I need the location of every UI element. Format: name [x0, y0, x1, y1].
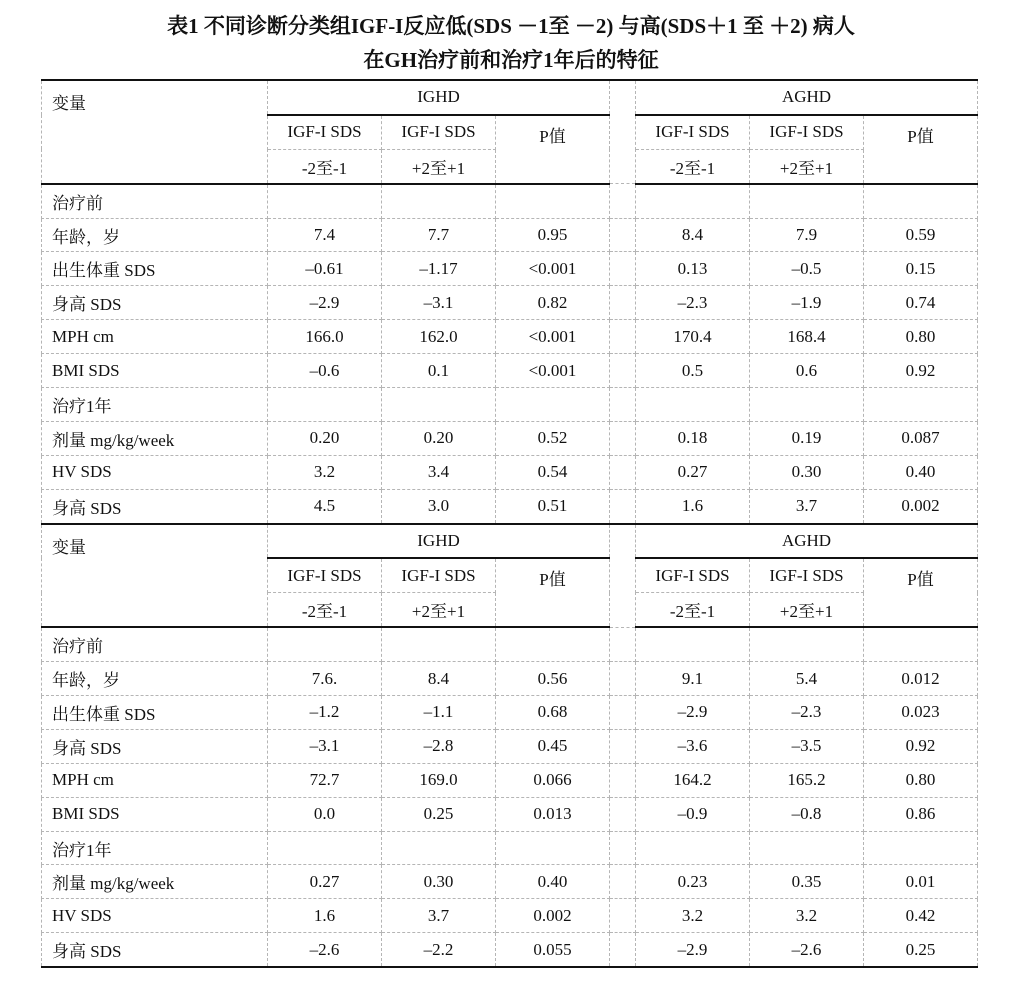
table-row	[42, 252, 978, 286]
table-cell	[382, 184, 496, 218]
group-spacer-cell	[610, 899, 636, 933]
table-cell: 0.20	[268, 421, 382, 455]
table-title-line-2: 在GH治疗前和治疗1年后的特征	[363, 48, 659, 72]
table-cell: –2.3	[636, 286, 750, 320]
table-row	[42, 899, 978, 933]
row-label: 剂量 mg/kg/week	[42, 421, 268, 455]
group-spacer-cell	[610, 627, 636, 661]
table-cell: 0.42	[864, 899, 978, 933]
table-cell: 0.023	[864, 696, 978, 730]
table-cell	[268, 184, 382, 218]
table-cell: 3.2	[268, 455, 382, 489]
table-row	[42, 662, 978, 696]
table-row	[42, 320, 978, 354]
table-cell: 0.15	[864, 252, 978, 286]
table-cell: 168.4	[750, 320, 864, 354]
table-cell: 1.6	[636, 489, 750, 523]
table-row	[42, 696, 978, 730]
group-spacer-cell	[610, 831, 636, 865]
table-cell: 0.68	[496, 696, 610, 730]
variable-header: 变量	[42, 524, 268, 628]
table-cell: 170.4	[636, 320, 750, 354]
group-spacer-cell	[610, 696, 636, 730]
table-cell: 0.86	[864, 797, 978, 831]
table-row	[42, 933, 978, 967]
row-label: HV SDS	[42, 899, 268, 933]
group-spacer-cell	[610, 388, 636, 422]
column-range-high: +2至+1	[750, 149, 864, 183]
table-row	[42, 218, 978, 252]
table-cell: 0.0	[268, 797, 382, 831]
table-cell: 0.002	[864, 489, 978, 523]
group-spacer-cell	[610, 797, 636, 831]
table-cell: –1.2	[268, 696, 382, 730]
table-cell	[268, 831, 382, 865]
table-cell: 3.2	[750, 899, 864, 933]
table-row	[42, 797, 978, 831]
table-row	[42, 489, 978, 523]
table-cell: 0.18	[636, 421, 750, 455]
table-cell	[750, 184, 864, 218]
table-cell	[382, 627, 496, 661]
variable-header: 变量	[42, 80, 268, 184]
table-cell: 4.5	[268, 489, 382, 523]
section-row	[42, 831, 978, 865]
table-cell: –3.6	[636, 729, 750, 763]
table-cell: –2.6	[750, 933, 864, 967]
row-label: 身高 SDS	[42, 286, 268, 320]
table-cell	[750, 627, 864, 661]
table-cell: 8.4	[636, 218, 750, 252]
column-range-low: -2至-1	[268, 593, 382, 627]
table-cell: 0.5	[636, 354, 750, 388]
column-header-high: IGF-I SDS	[382, 115, 496, 149]
column-header-p: P值	[864, 558, 978, 627]
table-cell: 0.27	[636, 455, 750, 489]
column-range-low: -2至-1	[268, 149, 382, 183]
table-cell	[496, 831, 610, 865]
table-row	[42, 421, 978, 455]
row-label: 治疗1年	[42, 831, 268, 865]
table-cell: –1.1	[382, 696, 496, 730]
column-header-high: IGF-I SDS	[750, 558, 864, 592]
table-cell: 0.012	[864, 662, 978, 696]
table-cell: –0.61	[268, 252, 382, 286]
table-cell: –2.6	[268, 933, 382, 967]
table-cell	[864, 831, 978, 865]
table-cell: 0.087	[864, 421, 978, 455]
table-cell: –2.8	[382, 729, 496, 763]
table-cell	[496, 388, 610, 422]
table-row	[42, 763, 978, 797]
table-cell: 7.7	[382, 218, 496, 252]
row-label: 剂量 mg/kg/week	[42, 865, 268, 899]
table-cell: –3.5	[750, 729, 864, 763]
group-spacer-cell	[610, 489, 636, 523]
group-spacer-cell	[610, 421, 636, 455]
table-cell: –2.3	[750, 696, 864, 730]
table-cell: –3.1	[268, 729, 382, 763]
table-cell: 3.7	[382, 899, 496, 933]
row-label: MPH cm	[42, 320, 268, 354]
table-cell: 72.7	[268, 763, 382, 797]
table-cell: –0.8	[750, 797, 864, 831]
table-cell: 0.25	[382, 797, 496, 831]
row-label: 出生体重 SDS	[42, 252, 268, 286]
section-row	[42, 627, 978, 661]
table-cell: 0.6	[750, 354, 864, 388]
table-cell	[636, 831, 750, 865]
table-cell: 0.52	[496, 421, 610, 455]
table-cell: 0.40	[864, 455, 978, 489]
table-cell: –2.2	[382, 933, 496, 967]
table-cell: 0.23	[636, 865, 750, 899]
row-label: 出生体重 SDS	[42, 696, 268, 730]
row-label: 身高 SDS	[42, 933, 268, 967]
row-label: 治疗1年	[42, 388, 268, 422]
table-cell	[864, 627, 978, 661]
table-cell: –0.9	[636, 797, 750, 831]
table-cell: 0.80	[864, 320, 978, 354]
column-header-high: IGF-I SDS	[750, 115, 864, 149]
table-cell: –1.9	[750, 286, 864, 320]
section-row	[42, 388, 978, 422]
table-cell: 0.92	[864, 354, 978, 388]
table-cell: –2.9	[636, 933, 750, 967]
table-cell: 0.25	[864, 933, 978, 967]
group-spacer-cell	[610, 354, 636, 388]
table-cell: 7.4	[268, 218, 382, 252]
table-cell: 7.6.	[268, 662, 382, 696]
table-cell: –0.5	[750, 252, 864, 286]
table-cell: –2.9	[636, 696, 750, 730]
table-cell: 165.2	[750, 763, 864, 797]
table-cell: 0.13	[636, 252, 750, 286]
group-spacer-cell	[610, 455, 636, 489]
table-row	[42, 729, 978, 763]
row-label: 治疗前	[42, 184, 268, 218]
table-cell	[382, 831, 496, 865]
table-cell: 0.002	[496, 899, 610, 933]
group-spacer-cell	[610, 933, 636, 967]
table-cell: 0.51	[496, 489, 610, 523]
table-title-line-1: 表1 不同诊断分类组IGF-I反应低(SDS －1至 －2) 与高(SDS＋1 至 ＋2) 病人	[167, 14, 855, 38]
table-cell: 0.35	[750, 865, 864, 899]
table-cell: 0.013	[496, 797, 610, 831]
table-cell: 1.6	[268, 899, 382, 933]
table-cell: 0.45	[496, 729, 610, 763]
row-label: 治疗前	[42, 627, 268, 661]
table-cell	[382, 388, 496, 422]
table-cell: 169.0	[382, 763, 496, 797]
table-cell: <0.001	[496, 320, 610, 354]
group-spacer-cell	[610, 184, 636, 218]
row-label: HV SDS	[42, 455, 268, 489]
column-header-p: P值	[496, 115, 610, 184]
data-table	[41, 79, 978, 968]
group-spacer-cell	[610, 286, 636, 320]
column-range-high: +2至+1	[382, 149, 496, 183]
table-cell: 0.56	[496, 662, 610, 696]
table-row	[42, 286, 978, 320]
table-cell	[750, 831, 864, 865]
table-cell: 166.0	[268, 320, 382, 354]
table-cell: –3.1	[382, 286, 496, 320]
table-cell	[496, 184, 610, 218]
table-row	[42, 354, 978, 388]
table-cell: 0.30	[750, 455, 864, 489]
row-label: BMI SDS	[42, 797, 268, 831]
column-header-low: IGF-I SDS	[636, 115, 750, 149]
table-cell	[496, 627, 610, 661]
table-cell	[268, 388, 382, 422]
group-spacer	[610, 524, 636, 628]
column-header-low: IGF-I SDS	[268, 115, 382, 149]
row-label: 身高 SDS	[42, 729, 268, 763]
table-cell: 0.40	[496, 865, 610, 899]
table-cell: 0.19	[750, 421, 864, 455]
table-cell: 0.1	[382, 354, 496, 388]
table-cell	[636, 388, 750, 422]
group-spacer-cell	[610, 320, 636, 354]
table-cell	[636, 627, 750, 661]
column-header-low: IGF-I SDS	[636, 558, 750, 592]
row-label: 年龄，岁	[42, 218, 268, 252]
table-cell: 7.9	[750, 218, 864, 252]
group-spacer-cell	[610, 865, 636, 899]
table-cell: –2.9	[268, 286, 382, 320]
table-cell: 162.0	[382, 320, 496, 354]
group-header-ighd: IGHD	[268, 80, 610, 115]
row-label: 年龄，岁	[42, 662, 268, 696]
column-header-p: P值	[864, 115, 978, 184]
column-header-low: IGF-I SDS	[268, 558, 382, 592]
table-cell: –1.17	[382, 252, 496, 286]
table-cell: 0.59	[864, 218, 978, 252]
header-row-group	[42, 80, 978, 115]
section-row	[42, 184, 978, 218]
table-cell: 0.80	[864, 763, 978, 797]
column-range-low: -2至-1	[636, 149, 750, 183]
table-cell: 3.7	[750, 489, 864, 523]
table-cell: 0.066	[496, 763, 610, 797]
table-cell	[636, 184, 750, 218]
table-cell: 3.2	[636, 899, 750, 933]
column-range-high: +2至+1	[750, 593, 864, 627]
group-spacer-cell	[610, 662, 636, 696]
table-cell: 0.82	[496, 286, 610, 320]
row-label: BMI SDS	[42, 354, 268, 388]
table-cell: 0.055	[496, 933, 610, 967]
table-row	[42, 865, 978, 899]
group-header-ighd: IGHD	[268, 524, 610, 559]
table-cell: <0.001	[496, 354, 610, 388]
table-cell: 0.95	[496, 218, 610, 252]
header-row-group	[42, 524, 978, 559]
column-header-p: P值	[496, 558, 610, 627]
group-header-aghd: AGHD	[636, 80, 978, 115]
group-spacer-cell	[610, 763, 636, 797]
group-spacer	[610, 80, 636, 184]
table-cell	[268, 627, 382, 661]
table-cell: 164.2	[636, 763, 750, 797]
table-cell: 0.54	[496, 455, 610, 489]
table-cell: 5.4	[750, 662, 864, 696]
row-label: 身高 SDS	[42, 489, 268, 523]
table-cell: –0.6	[268, 354, 382, 388]
table-cell	[864, 388, 978, 422]
column-header-high: IGF-I SDS	[382, 558, 496, 592]
table-cell	[750, 388, 864, 422]
group-spacer-cell	[610, 218, 636, 252]
table-cell: 9.1	[636, 662, 750, 696]
table-cell: 0.20	[382, 421, 496, 455]
group-spacer-cell	[610, 729, 636, 763]
group-header-aghd: AGHD	[636, 524, 978, 559]
column-range-high: +2至+1	[382, 593, 496, 627]
group-spacer-cell	[610, 252, 636, 286]
table-cell: 0.01	[864, 865, 978, 899]
column-range-low: -2至-1	[636, 593, 750, 627]
table-cell: 0.92	[864, 729, 978, 763]
table-cell: <0.001	[496, 252, 610, 286]
table-cell: 8.4	[382, 662, 496, 696]
table-cell: 3.0	[382, 489, 496, 523]
table-cell: 0.30	[382, 865, 496, 899]
table-cell	[864, 184, 978, 218]
table-cell: 0.27	[268, 865, 382, 899]
table-row	[42, 455, 978, 489]
table-cell: 0.74	[864, 286, 978, 320]
row-label: MPH cm	[42, 763, 268, 797]
table-cell: 3.4	[382, 455, 496, 489]
